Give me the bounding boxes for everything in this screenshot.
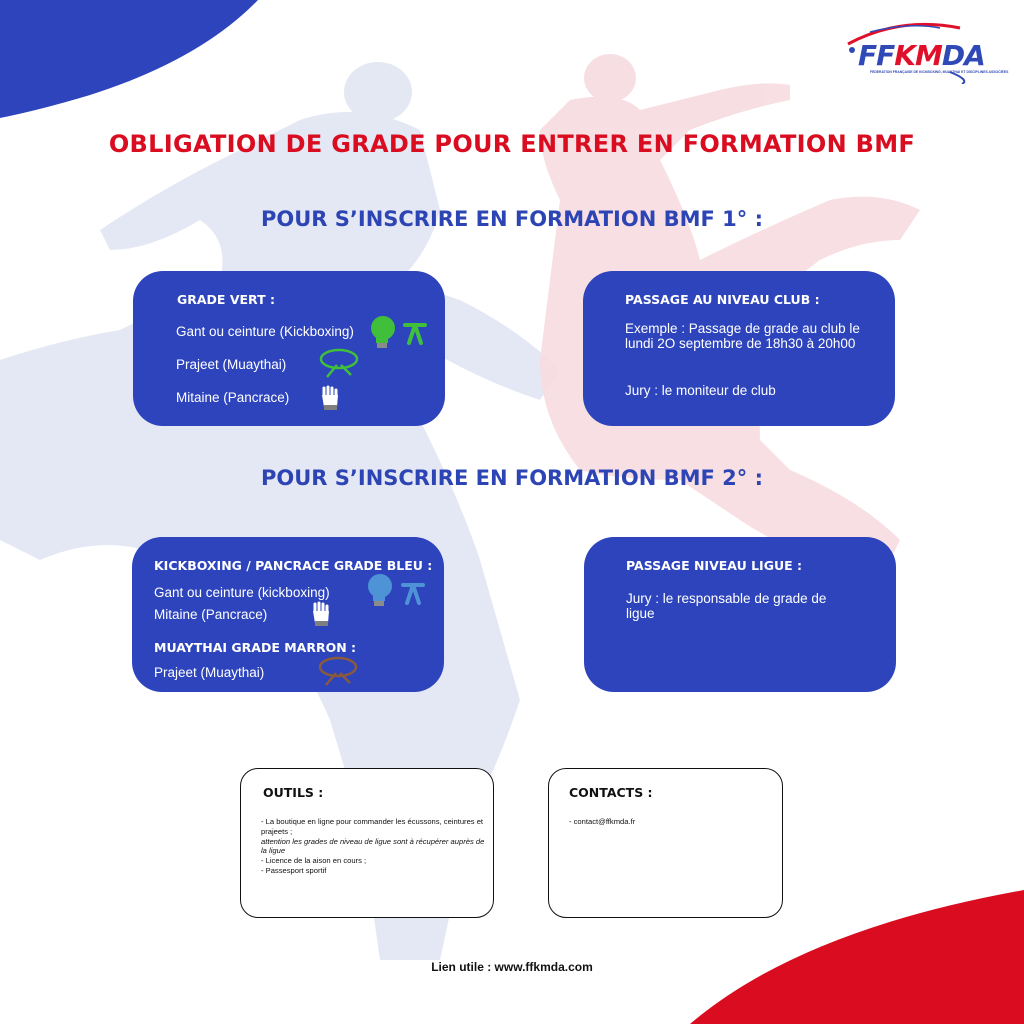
outils-box [240, 768, 494, 918]
page-title: OBLIGATION DE GRADE POUR ENTRER EN FORMATION BMF [108, 130, 916, 158]
card-heading: GRADE VERT : [177, 292, 275, 307]
item-prajeet: Prajeet (Muaythai) [176, 357, 287, 372]
item-gant-ceinture: Gant ou ceinture (kickboxing) [154, 585, 330, 600]
item-gant-ceinture: Gant ou ceinture (Kickboxing) [176, 324, 354, 339]
useful-link[interactable]: Lien utile : www.ffkmda.com [431, 960, 593, 974]
contacts-heading: CONTACTS : [569, 785, 653, 800]
outils-heading: OUTILS : [263, 785, 324, 800]
card-grade-vert [133, 271, 445, 426]
item-mitaine: Mitaine (Pancrace) [154, 607, 268, 622]
card-niveau-ligue [584, 537, 896, 692]
card-heading-marron: MUAYTHAI GRADE MARRON : [154, 640, 357, 655]
item-mitaine: Mitaine (Pancrace) [176, 390, 290, 405]
green-glove-icon [369, 315, 399, 349]
card-niveau-club [583, 271, 895, 426]
logo-subtitle: FEDERATION FRANÇAISE DE KICKBOXING, MUAYTHAI ET DISCIPLINES ASSOCIÉES [870, 70, 1009, 74]
outils-line-licence: - Licence de la aison en cours ; [261, 856, 367, 866]
club-jury: Jury : le moniteur de club [625, 383, 776, 398]
outils-line-passeport: - Passesport sportif [261, 865, 327, 875]
top-left-blue-wave [0, 0, 258, 118]
ligue-jury: Jury : le responsable de grade de ligue [626, 591, 827, 621]
blue-belt-icon [399, 579, 427, 605]
card-heading: PASSAGE NIVEAU LIGUE : [626, 558, 802, 573]
mitt-icon [310, 601, 332, 627]
card-heading-bleu: KICKBOXING / PANCRACE GRADE BLEU : [154, 558, 433, 573]
green-prajeet-icon [317, 345, 361, 379]
outils-body [261, 817, 491, 876]
contact-email[interactable]: - contact@ffkmda.fr [569, 817, 636, 826]
card-grade-bleu-marron [132, 537, 444, 692]
contacts-box [548, 768, 783, 918]
logo-wordmark: FFKMDA [858, 39, 985, 72]
blue-glove-icon [366, 573, 396, 607]
item-prajeet: Prajeet (Muaythai) [154, 665, 265, 680]
brown-prajeet-icon [316, 653, 360, 687]
outils-line-boutique: - La boutique en ligne pour commander les écussons, ceintures et prajeets ; [261, 817, 484, 836]
contacts-body [569, 817, 799, 827]
green-belt-icon [401, 319, 429, 345]
section1-title: POUR S’INSCRIRE EN FORMATION BMF 1° : [261, 207, 763, 231]
mitt-icon [319, 385, 341, 411]
outils-line-attention: attention les grades de niveau de ligue sont à récupérer auprès de la ligue [261, 836, 485, 856]
card-heading: PASSAGE AU NIVEAU CLUB : [625, 292, 820, 307]
club-example: Exemple : Passage de grade au club le lundi 2O septembre de 18h30 à 20h00 [625, 321, 860, 351]
ffkmda-logo [840, 14, 1012, 84]
section2-title: POUR S’INSCRIRE EN FORMATION BMF 2° : [261, 466, 763, 490]
